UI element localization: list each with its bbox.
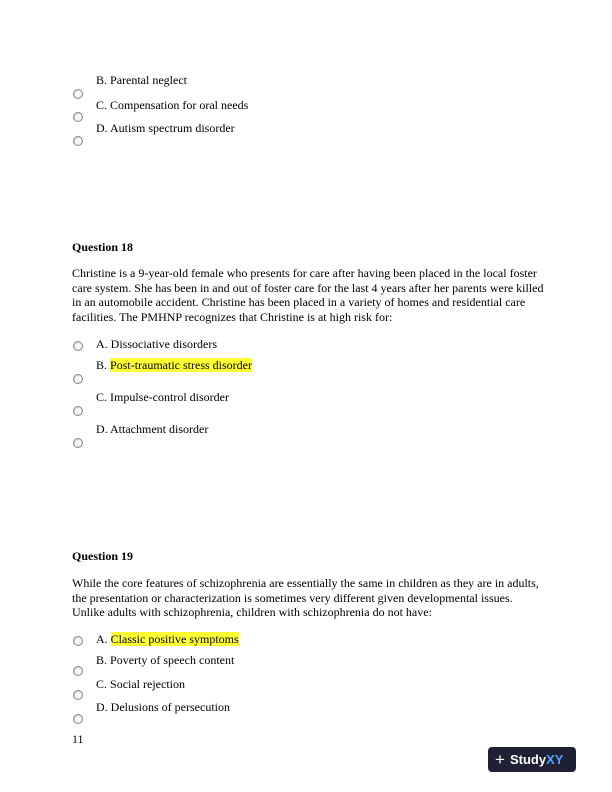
option-label: B. Parental neglect xyxy=(96,73,187,87)
radio-button-icon[interactable] xyxy=(73,136,83,146)
radio-button-icon[interactable] xyxy=(73,374,83,384)
brand-prefix: Study xyxy=(509,752,547,767)
radio-button-icon[interactable] xyxy=(73,406,83,416)
radio-button-icon[interactable] xyxy=(73,341,83,351)
radio-button-icon[interactable] xyxy=(73,714,83,724)
option-label: D. Autism spectrum disorder xyxy=(96,121,235,135)
radio-button-icon[interactable] xyxy=(73,690,83,700)
highlighted-answer: Classic positive symptoms xyxy=(110,632,239,646)
option-label: C. Compensation for oral needs xyxy=(96,98,249,112)
question-text: Christine is a 9-year-old female who presents for care after having been placed in the local foster care system. She has been in and out of foster care for the last 4 years after her parents were killed in an automobile accident. Christine has been placed in a variety of homes and residential care facilities. The PMHNP recognizes that Christine is at high risk for: xyxy=(72,266,544,324)
radio-button-icon[interactable] xyxy=(73,666,83,676)
option-label: A. Classic positive symptoms xyxy=(96,632,239,646)
radio-button-icon[interactable] xyxy=(73,89,83,99)
option-label: C. Impulse-control disorder xyxy=(96,390,229,404)
radio-button-icon[interactable] xyxy=(73,112,83,122)
highlighted-answer: Post-traumatic stress disorder xyxy=(110,358,252,372)
radio-button-icon[interactable] xyxy=(73,438,83,448)
question-title: Question 19 xyxy=(72,549,134,563)
option-label: B. Post-traumatic stress disorder xyxy=(96,358,252,372)
plus-icon: + xyxy=(495,750,505,769)
option-label: D. Delusions of persecution xyxy=(96,700,230,714)
option-label: A. Dissociative disorders xyxy=(96,337,217,351)
option-label: B. Poverty of speech content xyxy=(96,653,235,667)
option-label: D. Attachment disorder xyxy=(96,422,209,436)
studyxy-badge[interactable] xyxy=(488,747,576,772)
page-number: 11 xyxy=(72,732,84,746)
question-title: Question 18 xyxy=(72,240,134,254)
question-text: While the core features of schizophrenia are essentially the same in children as they are in adults, the presentation or characterization is sometimes very different given developmental issues. Unlike adults with schizophrenia, children with schizophrenia do not have: xyxy=(72,576,539,619)
radio-button-icon[interactable] xyxy=(73,636,83,646)
brand-suffix: XY xyxy=(546,752,564,767)
option-label: C. Social rejection xyxy=(96,677,185,691)
